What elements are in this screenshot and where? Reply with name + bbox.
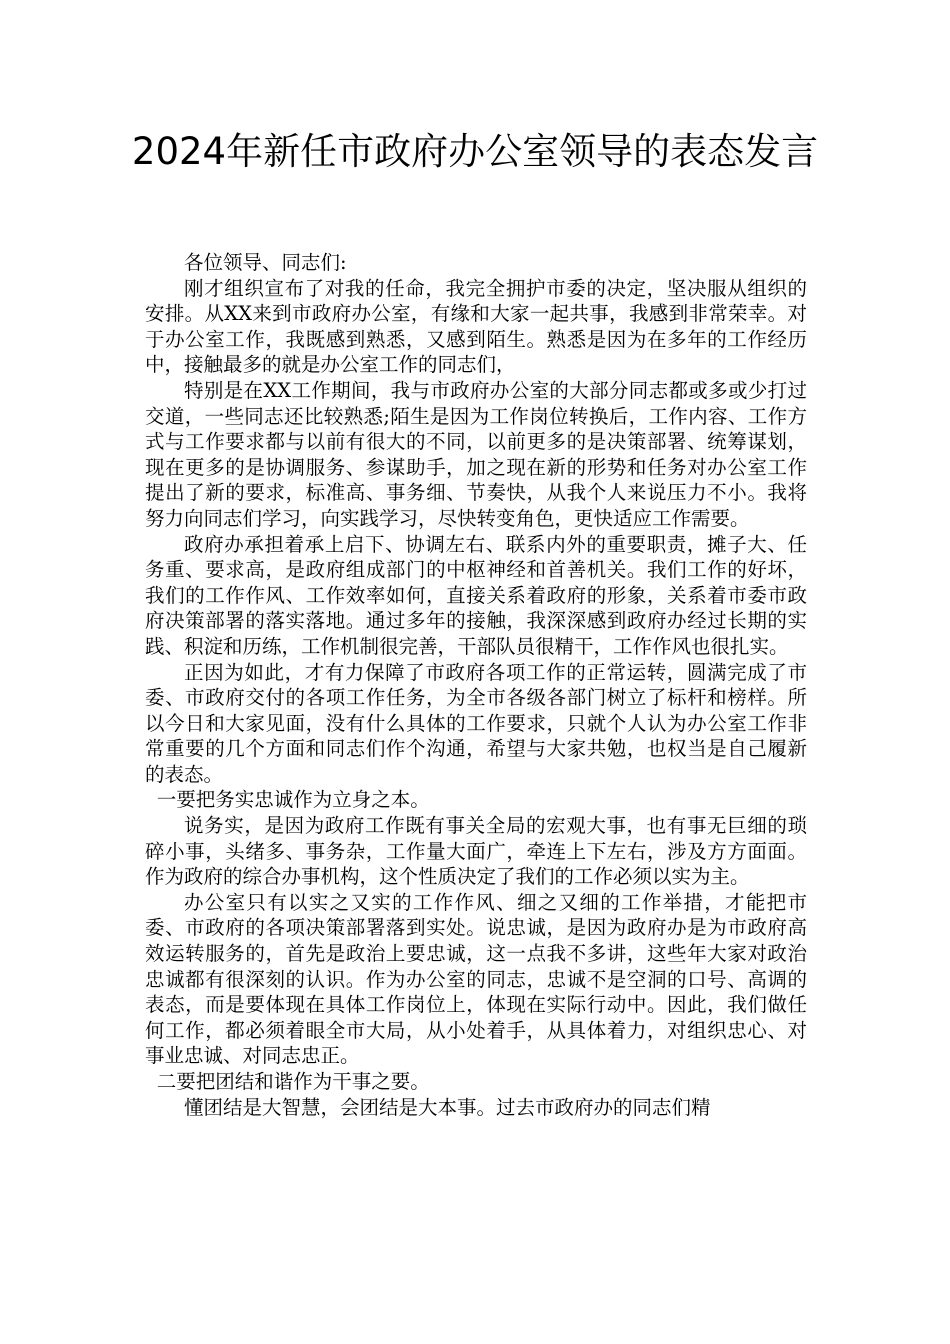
- paragraph: 办公室只有以实之又实的工作作风、细之又细的工作举措，才能把市委、市政府的各项决策部署落到实处。说忠诚，是因为政府办是为市政府高效运转服务的，首先是政治上要忠诚，这一点我不多讲，这些年大家对政治忠诚都有很深刻的认识。作为办公室的同志，忠诚不是空洞的口号、高调的表态，而是要体现在具体工作岗位上，体现在实际行动中。因此，我们做任何工作，都必须着眼全市大局，从小处着手，从具体着力，对组织忠心、对事业忠诚、对同志忠正。: [145, 890, 807, 1068]
- section-heading: 一要把务实忠诚作为立身之本。: [156, 788, 430, 812]
- paragraph: 说务实，是因为政府工作既有事关全局的宏观大事，也有事无巨细的琐碎小事，头绪多、事务杂，工作量大面广，牵连上下左右，涉及方方面面。作为政府的综合办事机构，这个性质决定了我们的工作必须以实为主。: [145, 814, 807, 889]
- paragraph: 刚才组织宣布了对我的任命，我完全拥护市委的决定，坚决服从组织的安排。从XX来到市政府办公室，有缘和大家一起共事，我感到非常荣幸。对于办公室工作，我既感到熟悉，又感到陌生。熟悉是因为在多年的工作经历中，接触最多的就是办公室工作的同志们，: [145, 276, 807, 377]
- paragraph: 特别是在XX工作期间，我与市政府办公室的大部分同志都或多或少打过交道，一些同志还比较熟悉;陌生是因为工作岗位转换后，工作内容、工作方式与工作要求都与以前有很大的不同，以前更多的是决策部署、统筹谋划，现在更多的是协调服务、参谋助手，加之现在新的形势和任务对办公室工作提出了新的要求，标准高、事务细、节奏快，从我个人来说压力不小。我将努力向同志们学习，向实践学习，尽快转变角色，更快适应工作需要。: [145, 378, 807, 530]
- section-heading: 二要把团结和谐作为干事之要。: [156, 1070, 430, 1093]
- salutation: 各位领导、同志们:: [184, 251, 347, 274]
- document-title: 2024年新任市政府办公室领导的表态发言: [131, 130, 819, 173]
- document-body: [145, 250, 807, 1120]
- paragraph: 正因为如此，才有力保障了市政府各项工作的正常运转，圆满完成了市委、市政府交付的各项工作任务，为全市各级各部门树立了标杆和榜样。所以今日和大家见面，没有什么具体的工作要求，只就个人认为办公室工作非常重要的几个方面和同志们作个沟通，希望与大家共勉，也权当是自己履新的表态。: [145, 660, 807, 786]
- paragraph: 政府办承担着承上启下、协调左右、联系内外的重要职责，摊子大、任务重、要求高，是政府组成部门的中枢神经和首善机关。我们工作的好坏，我们的工作作风、工作效率如何，直接关系着政府的形象，关系着市委市政府决策部署的落实落地。通过多年的接触，我深深感到政府办经过长期的实践、积淀和历练，工作机制很完善，干部队员很精干，工作作风也很扎实。: [145, 532, 807, 658]
- paragraph: 懂团结是大智慧，会团结是大本事。过去市政府办的同志们精: [184, 1095, 711, 1119]
